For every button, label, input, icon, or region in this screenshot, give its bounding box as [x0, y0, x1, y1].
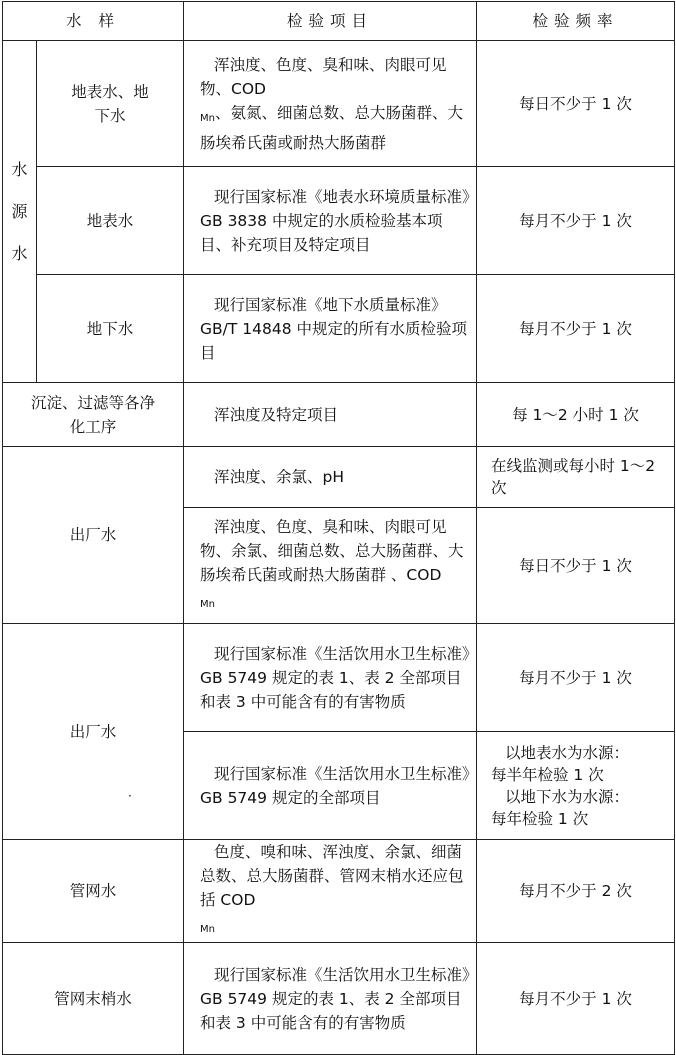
frequency-cell: 每日不少于 1 次 — [477, 508, 675, 624]
sample-cell: 地表水 — [37, 167, 184, 275]
header-items: 检验项目 — [184, 2, 477, 41]
sample-cell: 地下水 — [37, 275, 184, 383]
frequency-cell: 以地表水为水源： 每半年检验 1 次 以地下水为水源： 每年检验 1 次 — [477, 732, 675, 840]
item-cell: 现行国家标准《生活饮用水卫生标准》GB 5749 规定的表 1、表 2 全部项目和表 3 中可能含有的有害物质 — [184, 624, 477, 732]
item-cell: 现行国家标准《地表水环境质量标准》GB 3838 中规定的水质检验基本项目、补充项目及特定项目 — [184, 167, 477, 275]
group-label-source-water: 水 源 水 — [3, 41, 37, 383]
item-cell: 浑浊度及特定项目 — [184, 383, 477, 447]
sample-cell: 地表水、地下水 — [37, 41, 184, 167]
stray-mark: · — [128, 789, 132, 803]
table-row — [3, 275, 675, 383]
item-cell: 现行国家标准《生活饮用水卫生标准》GB 5749 规定的全部项目 — [184, 732, 477, 840]
frequency-cell: 每月不少于 1 次 — [477, 275, 675, 383]
item-cell: 现行国家标准《生活饮用水卫生标准》GB 5749 规定的表 1、表 2 全部项目和表 3 中可能含有的有害物质 — [184, 943, 477, 1055]
table-row — [3, 383, 675, 447]
table-row — [3, 41, 675, 167]
table-row — [3, 167, 675, 275]
item-cell: 浑浊度、余氯、pH — [184, 447, 477, 508]
item-cell: 浑浊度、色度、臭和味、肉眼可见物、$COD_{Mn}$、氨氮、细菌总数、总大肠菌群、大肠埃希氏菌或耐热大肠菌群 — [184, 41, 477, 167]
item-cell: 浑浊度、色度、臭和味、肉眼可见物、余氯、细菌总数、总大肠菌群、大肠埃希氏菌或耐热大肠菌群 、$COD_{Mn}$ — [184, 508, 477, 624]
frequency-cell: 每月不少于 2 次 — [477, 840, 675, 943]
table-row — [3, 624, 675, 732]
header-sample: 水 样 — [3, 2, 184, 41]
sample-cell: 沉淀、过滤等各净化工序 — [3, 383, 184, 447]
sample-cell: 管网末梢水 — [3, 943, 184, 1055]
frequency-cell: 每月不少于 1 次 — [477, 624, 675, 732]
table-row — [3, 447, 675, 508]
header-frequency: 检验频率 — [477, 2, 675, 41]
frequency-cell: 每日不少于 1 次 — [477, 41, 675, 167]
frequency-cell: 每 1～2 小时 1 次 — [477, 383, 675, 447]
frequency-cell: 每月不少于 1 次 — [477, 167, 675, 275]
sample-cell: 管网水 — [3, 840, 184, 943]
table-row — [3, 943, 675, 1055]
water-quality-inspection-table — [2, 1, 675, 1055]
table-row — [3, 840, 675, 943]
frequency-cell: 在线监测或每小时 1～2 次 — [477, 447, 675, 508]
frequency-cell: 每月不少于 1 次 — [477, 943, 675, 1055]
item-cell: 现行国家标准《地下水质量标准》GB/T 14848 中规定的所有水质检验项目 — [184, 275, 477, 383]
table-header-row — [3, 2, 675, 41]
sample-cell: 出厂水 — [3, 624, 184, 840]
item-cell: 色度、嗅和味、浑浊度、余氯、细菌总数、总大肠菌群、管网末梢水还应包括 $COD_{Mn}$ — [184, 840, 477, 943]
sample-cell: 出厂水 — [3, 447, 184, 624]
